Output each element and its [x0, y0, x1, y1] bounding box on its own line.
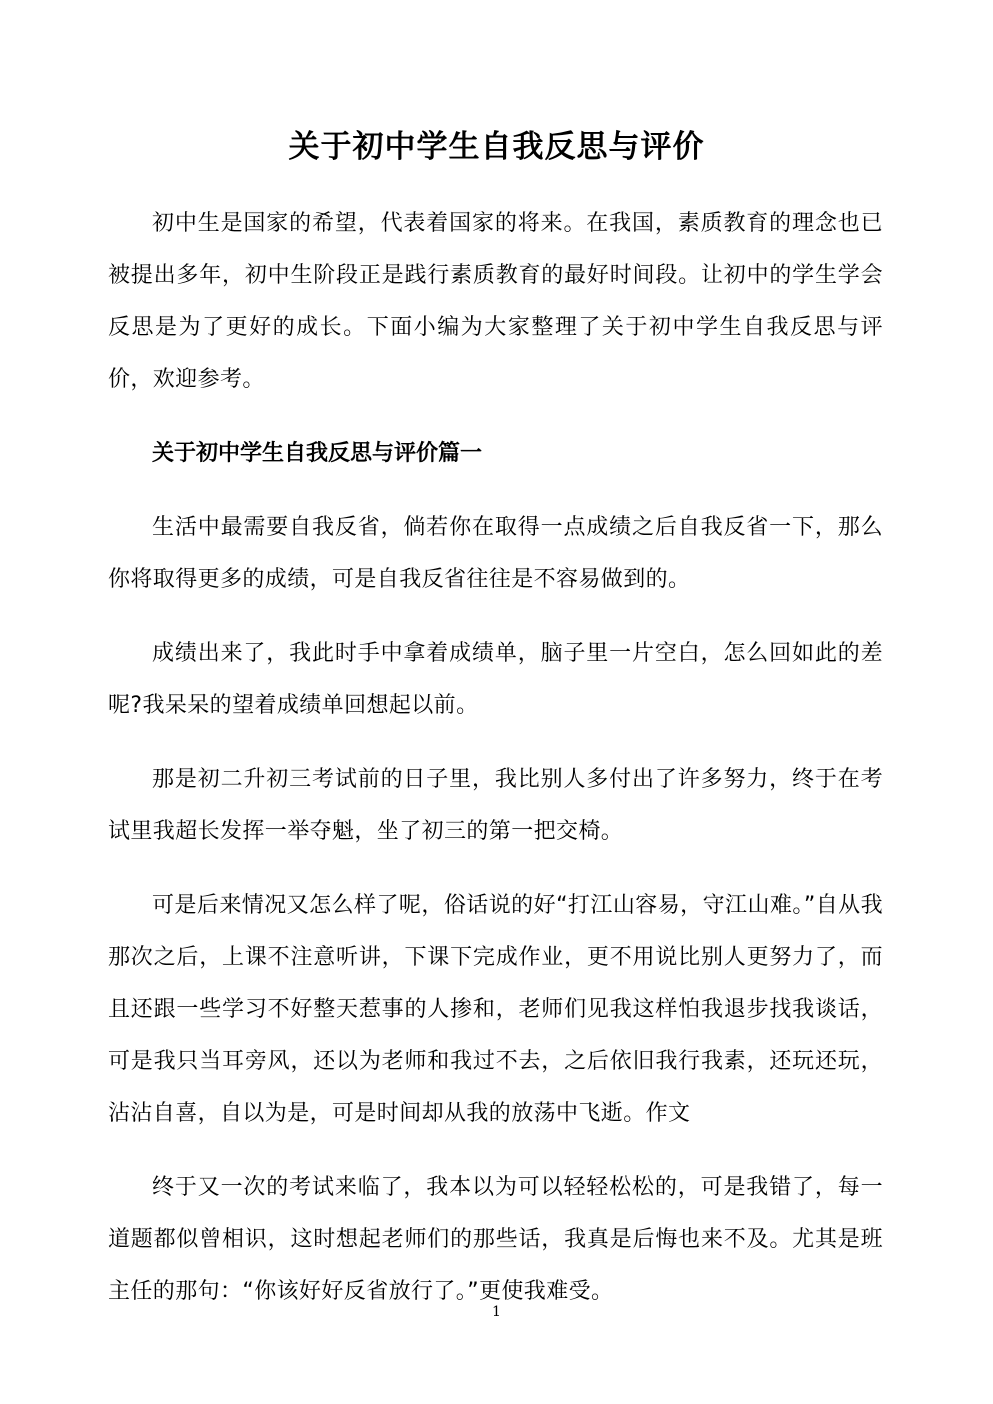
body-paragraph: 可是后来情况又怎么样了呢，俗话说的好“打江山容易，守江山难。”自从我那次之后，上课不注意听讲，下课下完成作业，更不用说比别人更努力了，而且还跟一些学习不好整天惹事的人掺和，老师们见我这样怕我退步找我谈话，可是我只当耳旁风，还以为老师和我过不去，之后依旧我行我素，还玩还玩，沾沾自喜，自以为是，可是时间却从我的放荡中飞逝。作文: [108, 893, 883, 1126]
document-body: [108, 198, 883, 1340]
page-number: 1: [492, 1304, 501, 1320]
body-paragraph: 成绩出来了，我此时手中拿着成绩单，脑子里一片空白，怎么回如此的差呢?我呆呆的望着成绩单回想起以前。: [108, 641, 883, 718]
section-heading: 关于初中学生自我反思与评价篇一: [152, 441, 483, 466]
body-paragraph: 终于又一次的考试来临了，我本以为可以轻轻松松的，可是我错了，每一道题都似曾相识，这时想起老师们的那些话，我真是后悔也来不及。尤其是班主任的那句：“你该好好反省放行了。”更使我难受。: [108, 1175, 883, 1304]
body-paragraph: 那是初二升初三考试前的日子里，我比别人多付出了许多努力，终于在考试里我超长发挥一举夺魁，坐了初三的第一把交椅。: [108, 767, 883, 844]
document-title: 关于初中学生自我反思与评价: [288, 129, 705, 165]
body-paragraph: 生活中最需要自我反省，倘若你在取得一点成绩之后自我反省一下，那么你将取得更多的成绩，可是自我反省往往是不容易做到的。: [108, 515, 883, 592]
intro-paragraph: 初中生是国家的希望，代表着国家的将来。在我国，素质教育的理念也已被提出多年，初中生阶段正是践行素质教育的最好时间段。让初中的学生学会反思是为了更好的成长。下面小编为大家整理了关于初中学生自我反思与评价，欢迎参考。: [108, 211, 883, 392]
